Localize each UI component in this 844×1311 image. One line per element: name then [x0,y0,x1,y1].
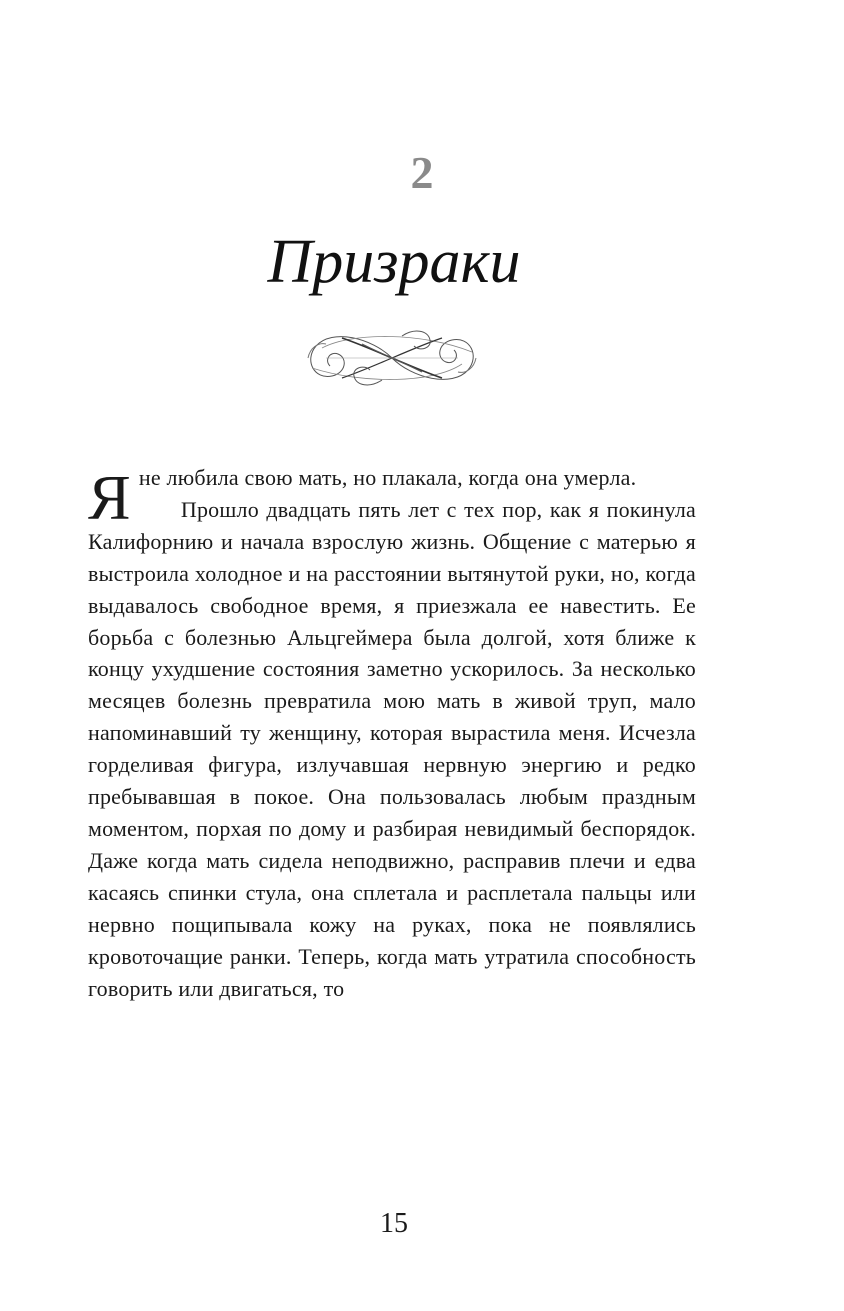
paragraph: Прошло двадцать пять лет с тех пор, как я покинула Калифорнию и начала взрослую жизнь. Общение с матерью я выстроила холодное и на расстоянии вытянутой руки, но, когда выдавалось свободное время, я приезжала ее навестить. Ее борьба с болезнью Альцгеймера была долгой, хотя ближе к концу ухудшение состояния заметно ускорилось. За несколько месяцев болезнь превратила мою мать в живой труп, мало напоминавший ту женщину, которая вырастила меня. Исчезла горделивая фигура, излучавшая нервную энергию и редко пребывавшая в покое. Она пользовалась любым праздным моментом, порхая по дому и разбирая невидимый беспорядок. Даже когда мать сидела неподвижно, расправив плечи и едва касаясь спинки стула, она сплетала и расплетала пальцы или нервно пощипывала кожу на руках, пока не появлялись кровоточащие ранки. Теперь, когда мать утратила способность говорить или двигаться, то [88,496,696,1001]
chapter-title: Призраки [267,228,521,296]
paragraph [88,462,696,533]
flourish-ornament-icon [302,318,482,398]
drop-cap: Я [88,462,131,533]
page-number: 15 [380,1208,408,1239]
chapter-number: 2 [410,147,434,198]
chapter-body-text [88,462,696,1004]
paragraph-text: не любила свою мать, но плакала, когда она умерла. [138,465,637,490]
